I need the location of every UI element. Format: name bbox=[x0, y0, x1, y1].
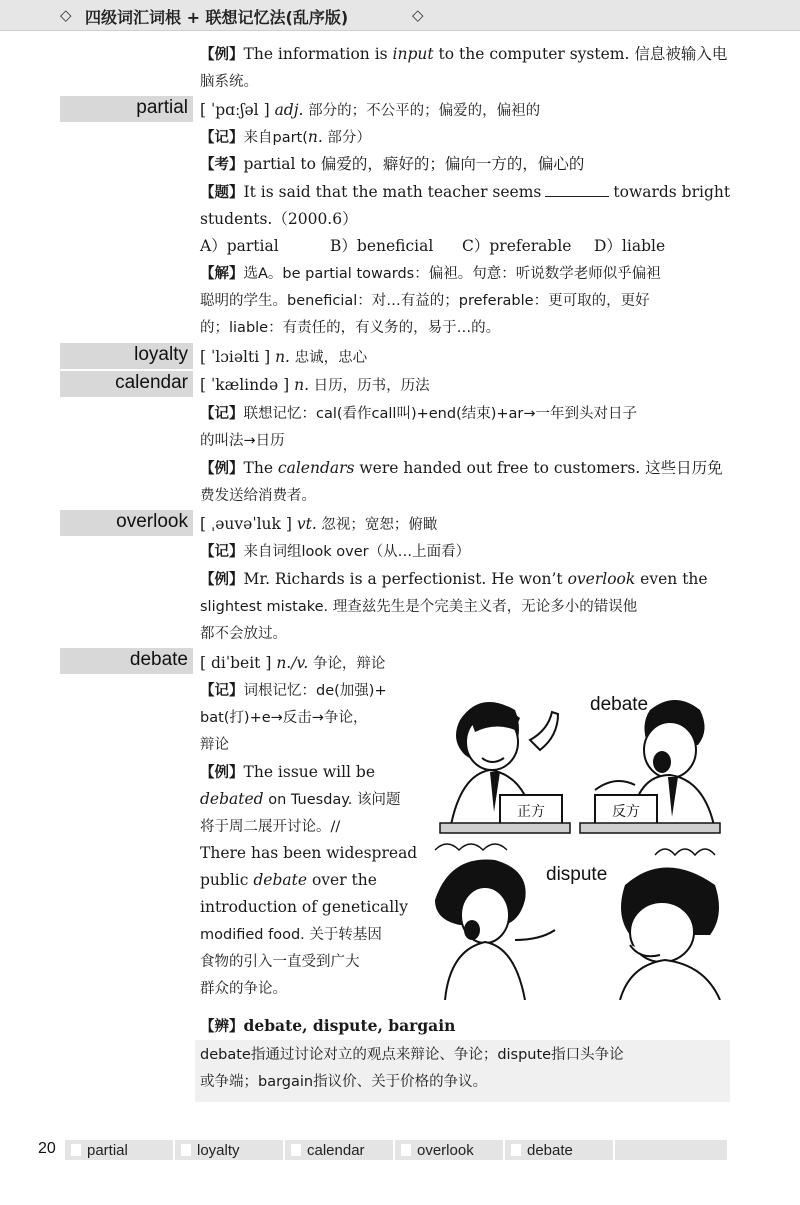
definition-line: [ diˈbeit ] n./v. 争论，辩论 bbox=[200, 654, 386, 672]
example-line: modified food. 关于转基因 bbox=[200, 927, 382, 943]
example-line: 【例】The issue will be bbox=[200, 763, 376, 781]
example-line: public debate over the bbox=[200, 871, 377, 889]
memory-line: 【记】来自part(n. 部分） bbox=[200, 128, 371, 146]
example-line: There has been widespread bbox=[200, 844, 418, 862]
page-number: 20 bbox=[38, 1140, 56, 1157]
example-line: 都不会放过。 bbox=[200, 626, 287, 642]
explanation-line: 的；liable：有责任的，有义务的，易于…的。 bbox=[200, 320, 501, 336]
example-line: 将于周二展开讨论。// bbox=[200, 819, 341, 835]
cartoon-label-debate: debate bbox=[590, 694, 649, 715]
example-line: 食物的引入一直受到广大 bbox=[200, 954, 360, 970]
diamond-arrow-icon: ◇ bbox=[60, 6, 72, 24]
desk-right-label: 反方 bbox=[612, 804, 640, 820]
explanation-line: 【解】选A。be partial towards：偏袒。句意：听说数学老师似乎偏袒 bbox=[200, 266, 661, 282]
option-a: A）partial bbox=[200, 237, 279, 255]
memory-line: 【记】联想记忆：cal(看作call叫)+end(结束)+ar→一年到头对日子 bbox=[200, 406, 638, 422]
footer-tab-blank bbox=[615, 1140, 727, 1160]
distinction-line: 或争端；bargain指议价、关于价格的争议。 bbox=[200, 1074, 488, 1090]
footer-tab-overlook: overlook bbox=[395, 1140, 503, 1160]
header-title: 四级词汇词根 + 联想记忆法(乱序版) bbox=[85, 8, 349, 27]
cartoon-label-dispute: dispute bbox=[546, 864, 608, 885]
distinction-title: 【辨】debate, dispute, bargain bbox=[200, 1016, 456, 1035]
diamond-arrow-icon: ◇ bbox=[412, 6, 424, 24]
definition-line: [ ˈkælində ] n. 日历，历书，历法 bbox=[200, 376, 430, 394]
running-header bbox=[0, 0, 800, 31]
headword-calendar: calendar bbox=[115, 372, 188, 393]
desk-left-label: 正方 bbox=[517, 804, 545, 820]
example-line: 【例】The calendars were handed out free to customers. 这些日历免 bbox=[200, 459, 723, 477]
headword-partial: partial bbox=[136, 97, 188, 118]
debate-cartoon bbox=[430, 680, 726, 1000]
example-line: debated on Tuesday. 该问题 bbox=[200, 790, 401, 808]
example-line: slightest mistake. 理查兹先生是个完美主义者，无论多小的错误他 bbox=[200, 599, 638, 615]
memory-line: bat(打)+e→反击→争论， bbox=[200, 710, 368, 726]
example-line: 费发送给消费者。 bbox=[200, 488, 316, 504]
exam-line: 【考】partial to 偏爱的，癖好的；偏向一方的，偏心的 bbox=[200, 155, 585, 173]
footer-tab-debate: debate bbox=[505, 1140, 613, 1160]
memory-line: 的叫法→日历 bbox=[200, 433, 285, 449]
example-line: 【例】The information is input to the computer system. 信息被输入电 bbox=[200, 45, 728, 63]
option-c: C）preferable bbox=[462, 237, 572, 255]
headword-overlook: overlook bbox=[116, 511, 188, 532]
disputer-left-figure bbox=[435, 844, 555, 1000]
headword-loyalty: loyalty bbox=[134, 344, 188, 365]
definition-line: [ ˈpɑːʃəl ] adj. 部分的；不公平的；偏爱的，偏袒的 bbox=[200, 101, 541, 119]
memory-line: 辩论 bbox=[200, 737, 229, 753]
headword-debate: debate bbox=[129, 649, 188, 670]
explanation-line: 聪明的学生。beneficial：对…有益的；preferable：更可取的，更好 bbox=[200, 293, 650, 309]
memory-line: 【记】来自词组look over（从…上面看） bbox=[200, 544, 471, 560]
footer-tab-calendar: calendar bbox=[285, 1140, 393, 1160]
example-line: 群众的争论。 bbox=[200, 981, 287, 997]
answer-blank bbox=[545, 182, 609, 197]
option-d: D）liable bbox=[594, 237, 666, 255]
question-line: students.（2000.6） bbox=[200, 210, 358, 228]
example-line: introduction of genetically bbox=[200, 898, 408, 916]
distinction-line: debate指通过讨论对立的观点来辩论、争论；dispute指口头争论 bbox=[200, 1047, 624, 1063]
definition-line: [ ˈlɔiəlti ] n. 忠诚，忠心 bbox=[200, 348, 368, 366]
memory-line: 【记】词根记忆：de(加强)+ bbox=[200, 683, 387, 699]
disputer-right-figure bbox=[620, 849, 720, 1000]
definition-line: [ ˌəuvəˈluk ] vt. 忽视；宽恕；俯瞰 bbox=[200, 515, 438, 533]
footer-tab-partial: partial bbox=[65, 1140, 173, 1160]
options-line bbox=[200, 236, 665, 256]
example-line: 【例】Mr. Richards is a perfectionist. He won’t overlook even the bbox=[200, 570, 708, 588]
footer-tab-loyalty: loyalty bbox=[175, 1140, 283, 1160]
example-line: 脑系统。 bbox=[200, 74, 258, 90]
option-b: B）beneficial bbox=[330, 237, 434, 255]
question-line: 【题】It is said that the math teacher seems towards bright bbox=[200, 183, 731, 201]
